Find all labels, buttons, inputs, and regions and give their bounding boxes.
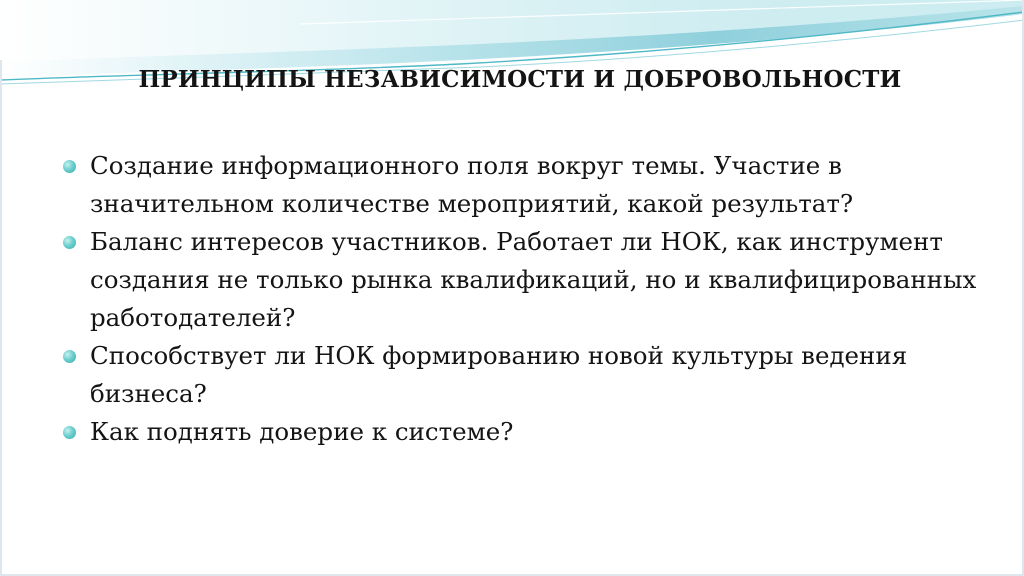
round-bullet-icon <box>63 160 76 173</box>
bullet-text: Баланс интересов участников. Работает ли НОК, как инструмент создания не только рынка квалификаций, но и квалифицированных работодателей? <box>90 227 977 332</box>
round-bullet-icon <box>63 426 76 439</box>
slide-title: ПРИНЦИПЫ НЕЗАВИСИМОСТИ И ДОБРОВОЛЬНОСТИ <box>138 66 902 93</box>
bullet-item <box>62 337 982 413</box>
frame-left-edge <box>0 60 2 576</box>
bullet-list <box>62 147 982 451</box>
bullet-item <box>62 413 982 451</box>
bullet-item <box>62 223 982 337</box>
round-bullet-icon <box>63 350 76 363</box>
bullet-text: Как поднять доверие к системе? <box>90 417 514 446</box>
round-bullet-icon <box>63 236 76 249</box>
bullet-text: Создание информационного поля вокруг темы. Участие в значительном количестве мероприятий, какой результат? <box>90 151 854 218</box>
bullet-text: Способствует ли НОК формированию новой культуры ведения бизнеса? <box>90 341 908 408</box>
bullet-item <box>62 147 982 223</box>
